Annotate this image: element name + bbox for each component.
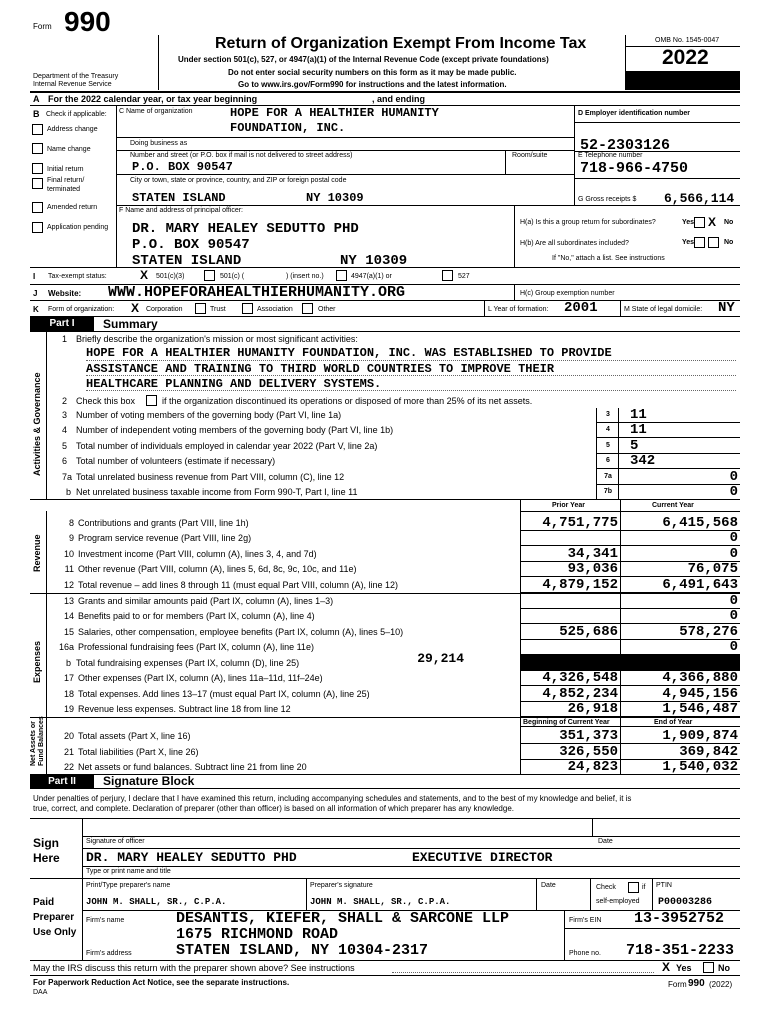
net-assets-current-amount: 1,909,874 (662, 728, 738, 744)
phone-no-label: Phone no. (569, 950, 601, 957)
preparer-name: JOHN M. SHALL, SR., C.P.A. (86, 897, 227, 907)
row-k-label: K (33, 305, 39, 314)
state-domicile: NY (718, 300, 735, 316)
gov-line-text: Total unrelated business revenue from Part VIII, column (C), line 12 (76, 472, 345, 482)
prior-year-header: Prior Year (552, 502, 585, 509)
line-2-num: 2 (62, 396, 68, 406)
mission-line-1: HOPE FOR A HEALTHIER HUMANITY FOUNDATION, INC. WAS ESTABLISHED TO PROVIDE (86, 346, 612, 360)
type-name-title-label: Type or print name and title (86, 868, 171, 875)
other-checkbox[interactable] (302, 303, 313, 314)
line-2-text: Check this box (76, 396, 136, 406)
officer-city: STATEN ISLAND (132, 253, 242, 269)
expense-line-number: 15 (63, 627, 74, 637)
revenue-prior-amount: 4,879,152 (542, 577, 618, 593)
here-label: Here (33, 851, 60, 865)
gov-line-box: 7a (604, 473, 612, 480)
gross-receipts-label: G Gross receipts $ (578, 196, 637, 203)
website[interactable]: WWW.HOPEFORAHEALTHIERHUMANITY.ORG (108, 284, 406, 301)
gov-line-number: 7a (62, 472, 73, 482)
line-1-text: Briefly describe the organization's mission or most significant activities: (76, 334, 358, 344)
expense-line-number: b (66, 658, 72, 668)
paid-label: Paid (33, 897, 55, 908)
expense-line-text: Total expenses. Add lines 13–17 (must equal Part IX, column (A), line 25) (78, 689, 370, 699)
revenue-prior-amount: 34,341 (567, 546, 618, 562)
check-label: Check (596, 884, 616, 891)
row-a-ending: , and ending (372, 94, 425, 104)
irs-discuss-yes-checkbox[interactable]: X (661, 960, 670, 974)
omb-number: OMB No. 1545-0047 (655, 37, 720, 44)
part-2-title: Signature Block (103, 774, 195, 788)
gov-line-value: 342 (630, 453, 656, 469)
application-pending-checkbox[interactable] (32, 222, 43, 233)
sign-label: Sign (33, 836, 59, 850)
net-assets-line-text: Net assets or fund balances. Subtract line 21 from line 20 (78, 762, 307, 772)
self-employed-checkbox[interactable] (628, 882, 639, 893)
expense-prior-amount: 26,918 (567, 701, 618, 717)
beginning-of-year-header: Beginning of Current Year (523, 719, 610, 726)
firm-ein: 13-3952752 (634, 910, 725, 927)
group-return-question: H(a) Is this a group return for subordinates? (520, 219, 656, 226)
row-i-label: I (33, 272, 36, 281)
trust-checkbox[interactable] (195, 303, 206, 314)
revenue-line-text: Program service revenue (Part VIII, line 2g) (78, 533, 252, 543)
address-change-checkbox[interactable] (32, 124, 43, 135)
revenue-current-amount: 6,415,568 (662, 515, 738, 531)
name-change-label: Name change (47, 146, 91, 153)
expense-line-text: Benefits paid to or for members (Part IX, column (A), line 4) (78, 611, 315, 621)
org-name-label: C Name of organization (119, 108, 193, 115)
corporation-label: Corporation (146, 306, 183, 313)
expense-line-text: Total fundraising expenses (Part IX, column (D), line 25) (76, 658, 300, 668)
revenue-line-number: 12 (63, 580, 74, 590)
preparer-label: Preparer (33, 912, 75, 923)
trust-label: Trust (210, 306, 226, 313)
fund-balances-label: Fund Balances (38, 716, 45, 766)
discontinued-checkbox[interactable] (146, 395, 157, 406)
use-only-label: Use Only (33, 927, 77, 938)
revenue-line-number: 11 (64, 564, 74, 574)
revenue-current-amount: 6,491,643 (662, 577, 738, 593)
org-name-line2: FOUNDATION, INC. (230, 121, 346, 135)
line-16b-shaded (520, 654, 740, 670)
net-assets-line-number: 20 (63, 731, 74, 741)
gov-line-value: 0 (729, 469, 738, 485)
revenue-line-number: 8 (68, 518, 74, 528)
street-label: Number and street (or P.O. box if mail is not delivered to street address) (130, 152, 353, 159)
gov-line-value: 0 (729, 484, 738, 500)
ptin-label: PTIN (656, 882, 672, 889)
form-title: Return of Organization Exempt From Income Tax (215, 35, 587, 52)
amended-return-label: Amended return (47, 204, 98, 211)
expense-line-text: Professional fundraising fees (Part IX, column (A), line 11e) (78, 642, 314, 652)
preparer-name-label: Print/Type preparer's name (86, 882, 171, 889)
revenue-line-text: Other revenue (Part VIII, column (A), lines 5, 6d, 8c, 9c, 10c, and 11e) (78, 564, 357, 574)
expense-line-text: Revenue less expenses. Subtract line 18 from line 12 (78, 704, 291, 714)
irs-discuss-question: May the IRS discuss this return with the preparer shown above? See instructions (33, 963, 355, 973)
firm-address-line-1: 1675 RICHMOND ROAD (176, 926, 339, 943)
officer-name: DR. MARY HEALEY SEDUTTO PHD (132, 221, 359, 237)
expense-line-number: 16a (58, 642, 74, 652)
status-4947-label: 4947(a)(1) or (351, 273, 392, 280)
part-1-label: Part I (30, 317, 94, 331)
if-label: if (642, 884, 646, 891)
city: STATEN ISLAND (132, 191, 226, 205)
org-name-line1: HOPE FOR A HEALTHIER HUMANITY (230, 106, 439, 120)
status-insert-no-label: ) (insert no.) (286, 273, 324, 280)
firm-phone: 718-351-2233 (626, 942, 735, 959)
net-assets-prior-amount: 326,550 (559, 744, 618, 760)
check-if-applicable: Check if applicable: (46, 111, 107, 118)
gov-line-box: 5 (606, 442, 610, 449)
revenue-current-amount: 0 (729, 546, 738, 562)
firm-ein-label: Firm's EIN (569, 917, 602, 924)
revenue-prior-amount: 93,036 (567, 561, 618, 577)
expense-line-text: Grants and similar amounts paid (Part IX, column (A), lines 1–3) (78, 596, 334, 606)
expense-line-number: 13 (63, 596, 74, 606)
gov-line-number: 4 (62, 425, 68, 435)
ein-label: D Employer identification number (578, 110, 691, 117)
officer-signature-label: Signature of officer (86, 838, 145, 845)
activities-governance-label: Activities & Governance (32, 372, 42, 476)
year-formation-label: L Year of formation: (488, 306, 549, 313)
expense-prior-amount: 525,686 (559, 624, 618, 640)
revenue-current-amount: 0 (729, 530, 738, 546)
net-assets-line-text: Total assets (Part X, line 16) (78, 731, 191, 741)
daa-label: DAA (33, 989, 48, 996)
subordinates-question: H(b) Are all subordinates included? (520, 240, 629, 247)
group-return-yes-label: Yes (682, 219, 695, 226)
line-16b-amount: 29,214 (417, 651, 464, 666)
revenue-line-number: 9 (68, 533, 74, 543)
gov-line-text: Total number of individuals employed in calendar year 2022 (Part V, line 2a) (76, 441, 378, 451)
application-pending-label: Application pending (47, 224, 109, 231)
subordinates-no-label: No (724, 239, 734, 246)
revenue-line-text: Total revenue – add lines 8 through 11 (must equal Part VIII, column (A), line 12) (78, 580, 399, 590)
year-formation: 2001 (564, 300, 598, 316)
firm-name: DESANTIS, KIEFER, SHALL & SARCONE LLP (176, 910, 510, 927)
officer-state-zip: NY 10309 (340, 253, 408, 269)
footer-form-year: (2022) (709, 980, 733, 989)
current-year-header: Current Year (652, 502, 694, 509)
subordinates-yes-checkbox[interactable] (694, 237, 705, 248)
irs-discuss-no-label: No (718, 963, 730, 973)
name-change-checkbox[interactable] (32, 143, 43, 154)
revenue-current-amount: 76,075 (687, 561, 738, 577)
expense-line-number: 17 (63, 673, 74, 683)
gov-line-number: 6 (62, 456, 68, 466)
expenses-label: Expenses (32, 640, 42, 683)
self-employed-label: self-employed (596, 898, 640, 905)
revenue-label: Revenue (32, 534, 42, 572)
officer-signed-name: DR. MARY HEALEY SEDUTTO PHD (86, 850, 297, 865)
firm-address-label: Firm's address (86, 950, 132, 957)
preparer-signature: JOHN M. SHALL, SR., C.P.A. (310, 897, 451, 907)
group-return-yes-checkbox[interactable] (694, 217, 705, 228)
net-assets-current-amount: 1,540,032 (662, 759, 738, 775)
gov-line-text: Net unrelated business taxable income from Form 990-T, Part I, line 11 (76, 487, 358, 497)
initial-return-label: Initial return (47, 166, 84, 173)
net-assets-line-number: 22 (63, 762, 74, 772)
gov-line-value: 5 (630, 438, 639, 454)
expense-line-text: Salaries, other compensation, employee benefits (Part IX, column (A), lines 5–10) (78, 627, 404, 637)
dept-treasury: Department of the Treasury (33, 73, 119, 80)
gov-line-text: Number of independent voting members of the governing body (Part VI, line 1b) (76, 425, 394, 435)
gov-line-number: b (66, 487, 72, 497)
footer-form-label: Form (668, 980, 687, 989)
preparer-signature-label: Preparer's signature (310, 882, 373, 889)
state-domicile-label: M State of legal domicile: (624, 306, 703, 313)
expense-current-amount: 0 (729, 608, 738, 624)
form-label: Form (33, 22, 52, 31)
subordinates-yes-label: Yes (682, 239, 695, 246)
net-assets-line-text: Total liabilities (Part X, line 26) (78, 747, 199, 757)
expense-current-amount: 578,276 (679, 624, 738, 640)
expense-line-number: 18 (63, 689, 74, 699)
gov-line-value: 11 (630, 422, 647, 438)
mission-line-3: HEALTHCARE PLANNING AND DELIVERY SYSTEMS. (86, 377, 382, 391)
officer-date-label: Date (598, 838, 613, 845)
dept-irs: Internal Revenue Service (33, 81, 112, 88)
part-1-title: Summary (103, 317, 158, 331)
row-a-text: For the 2022 calendar year, or tax year beginning (48, 94, 258, 104)
revenue-line-number: 10 (63, 549, 74, 559)
expense-prior-amount: 4,852,234 (542, 686, 618, 702)
paperwork-notice: For Paperwork Reduction Act Notice, see the separate instructions. (33, 978, 290, 987)
website-label: Website: (48, 289, 82, 298)
expense-line-number: 14 (63, 611, 74, 621)
line-2-text-b: if the organization discontinued its operations or disposed of more than 25% of its net assets. (162, 396, 533, 406)
final-return-checkbox[interactable] (32, 178, 43, 189)
status-527-label: 527 (458, 273, 470, 280)
subordinates-no-checkbox[interactable] (708, 237, 719, 248)
revenue-line-text: Investment income (Part VIII, column (A), lines 3, 4, and 7d) (78, 549, 317, 559)
final-return-label: Final return/ terminated (47, 177, 85, 193)
address-change-label: Address change (47, 126, 98, 133)
group-exemption-label: H(c) Group exemption number (520, 290, 615, 297)
officer-title: EXECUTIVE DIRECTOR (412, 850, 553, 865)
status-4947-checkbox[interactable] (336, 270, 347, 281)
gov-line-box: 4 (606, 426, 610, 433)
row-b-label: B (33, 109, 40, 119)
dba-label: Doing business as (130, 140, 188, 147)
expense-current-amount: 0 (729, 593, 738, 609)
tax-exempt-status-label: Tax-exempt status: (48, 273, 107, 280)
footer-form-number: 990 (688, 978, 705, 989)
expense-prior-amount: 4,326,548 (542, 670, 618, 686)
end-of-year-header: End of Year (654, 719, 693, 726)
expense-current-amount: 4,366,880 (662, 670, 738, 686)
status-501c3-label: 501(c)(3) (156, 273, 185, 280)
state-zip: NY 10309 (306, 191, 364, 205)
phone-label: E Telephone number (578, 152, 643, 159)
status-501c3-checkbox[interactable]: X (139, 268, 148, 282)
expense-line-text: Other expenses (Part IX, column (A), lines 11a–11d, 11f–24e) (78, 673, 323, 683)
group-return-no-label: No (724, 219, 734, 226)
association-checkbox[interactable] (242, 303, 253, 314)
association-label: Association (257, 306, 293, 313)
part-2-label: Part II (30, 775, 94, 788)
irs-discuss-yes-label: Yes (676, 963, 692, 973)
gov-line-box: 3 (606, 411, 610, 418)
group-return-no-checkbox[interactable]: X (707, 215, 716, 229)
line-1-num: 1 (62, 334, 68, 344)
gov-line-text: Number of voting members of the governing body (Part VI, line 1a) (76, 410, 342, 420)
row-a-label: A (33, 94, 40, 104)
preparer-ptin: P00003286 (658, 897, 713, 908)
status-501c-label: 501(c) ( (220, 273, 245, 280)
expense-current-amount: 0 (729, 639, 738, 655)
perjury-line-2: true, correct, and complete. Declaration of preparer (other than officer) is based on all information of which preparer has any knowledge. (33, 804, 514, 813)
status-501c-checkbox[interactable] (204, 270, 215, 281)
subordinates-note: If "No," attach a list. See instructions (552, 255, 665, 262)
principal-officer-label: F Name and address of principal officer: (119, 207, 243, 214)
tax-year: 2022 (662, 46, 709, 69)
expense-current-amount: 1,546,487 (662, 701, 738, 717)
net-assets-current-amount: 369,842 (679, 744, 738, 760)
gov-line-number: 3 (62, 410, 68, 420)
other-label: Other (318, 306, 336, 313)
officer-street: P.O. BOX 90547 (132, 237, 250, 253)
initial-return-checkbox[interactable] (32, 163, 43, 174)
amended-return-checkbox[interactable] (32, 202, 43, 213)
gov-line-text: Total number of volunteers (estimate if necessary) (76, 456, 276, 466)
expense-line-number: 19 (63, 704, 74, 714)
form-of-org-label: Form of organization: (48, 306, 115, 313)
corporation-checkbox[interactable]: X (130, 301, 139, 315)
preparer-date-label: Date (541, 882, 556, 889)
firm-name-label: Firm's name (86, 917, 125, 924)
status-527-checkbox[interactable] (442, 270, 453, 281)
gov-line-box: 6 (606, 457, 610, 464)
gross-receipts: 6,566,114 (664, 191, 735, 206)
form-number: 990 (64, 6, 111, 37)
gov-line-number: 5 (62, 441, 68, 451)
irs-discuss-no-checkbox[interactable] (703, 962, 714, 973)
mission-line-2: ASSISTANCE AND TRAINING TO THIRD WORLD COUNTRIES TO IMPROVE THEIR (86, 362, 555, 376)
ssn-warning: Do not enter social security numbers on this form as it may be made public. (228, 68, 517, 77)
row-j-label: J (33, 289, 38, 298)
firm-address-line-2: STATEN ISLAND, NY 10304-2317 (176, 942, 429, 959)
instructions-link[interactable]: Go to www.irs.gov/Form990 for instructions and the latest information. (238, 80, 507, 89)
form-subtitle: Under section 501(c), 527, or 4947(a)(1) of the Internal Revenue Code (except private foundations) (178, 55, 549, 64)
phone: 718-966-4750 (580, 160, 689, 177)
net-assets-line-number: 21 (63, 747, 74, 757)
revenue-line-text: Contributions and grants (Part VIII, line 1h) (78, 518, 249, 528)
net-assets-prior-amount: 351,373 (559, 728, 618, 744)
open-to-public-block (626, 71, 740, 90)
room-suite-label: Room/suite (512, 152, 548, 159)
ein: 52-2303126 (580, 137, 671, 154)
gov-line-value: 11 (630, 407, 647, 423)
revenue-prior-amount: 4,751,775 (542, 515, 618, 531)
perjury-line-1: Under penalties of perjury, I declare that I have examined this return, including accompanying schedules and statements, and to the best of my knowledge and belief, it is (33, 794, 632, 803)
net-assets-prior-amount: 24,823 (567, 759, 618, 775)
street-address: P.O. BOX 90547 (132, 160, 233, 174)
expense-current-amount: 4,945,156 (662, 686, 738, 702)
gov-line-box: 7b (603, 488, 613, 495)
city-label: City or town, state or province, country, and ZIP or foreign postal code (130, 177, 347, 184)
net-assets-label: Net Assets or (30, 721, 37, 766)
